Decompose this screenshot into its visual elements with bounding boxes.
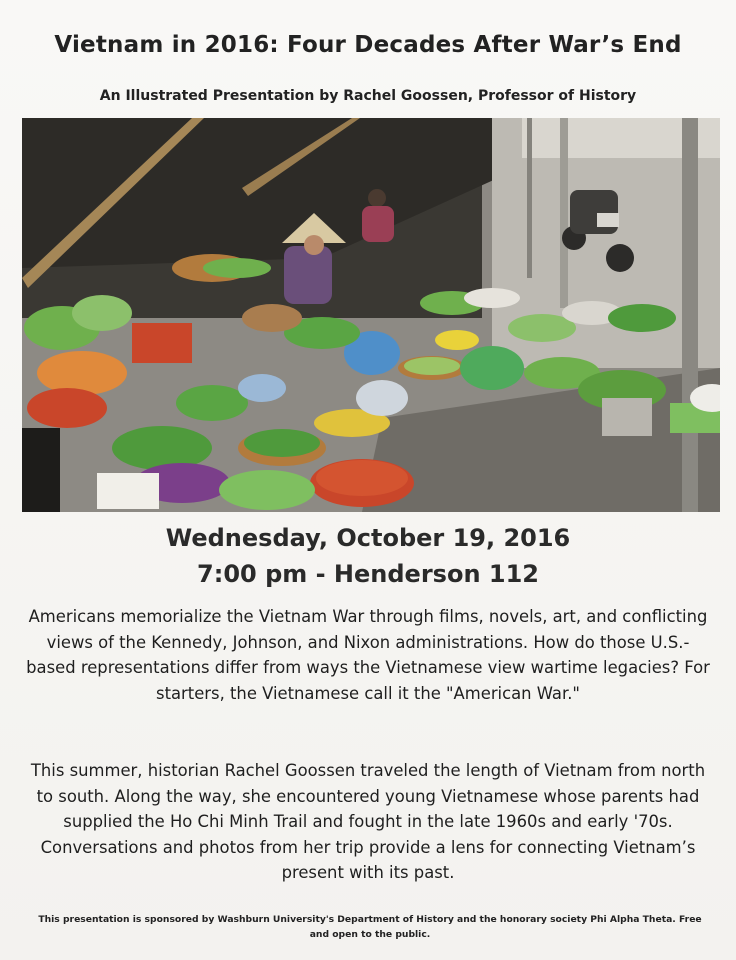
description-paragraph-2: This summer, historian Rachel Goossen traveled the length of Vietnam from north to south. Along the way, she encountered young Vietnamese whose parents had supplied the Ho Chi Minh Trail and fought in the late 1960s and early '70s. Conversations and photos from her trip provide a lens for connecting Vietnam’s present with its past.: [30, 761, 706, 882]
sponsor-footer: This presentation is sponsored by Washburn University's Department of History and the honorary society Phi Alpha Theta. Free and open to the public.: [38, 914, 702, 940]
event-time-location: 7:00 pm - Henderson 112: [197, 560, 539, 588]
event-date: Wednesday, October 19, 2016: [165, 524, 571, 552]
poster-subtitle: An Illustrated Presentation by Rachel Goossen, Professor of History: [99, 88, 637, 104]
description-paragraph-1: Americans memorialize the Vietnam War through films, novels, art, and conflicting views of the Kennedy, Johnson, and Nixon administrations. How do those U.S.-based representations differ from ways the Vietnamese view wartime legacies? For starters, the Vietnamese call it the "American War.": [26, 607, 710, 703]
poster-title: Vietnam in 2016: Four Decades After War’s End: [54, 32, 682, 58]
street-market-photo: [22, 118, 720, 512]
